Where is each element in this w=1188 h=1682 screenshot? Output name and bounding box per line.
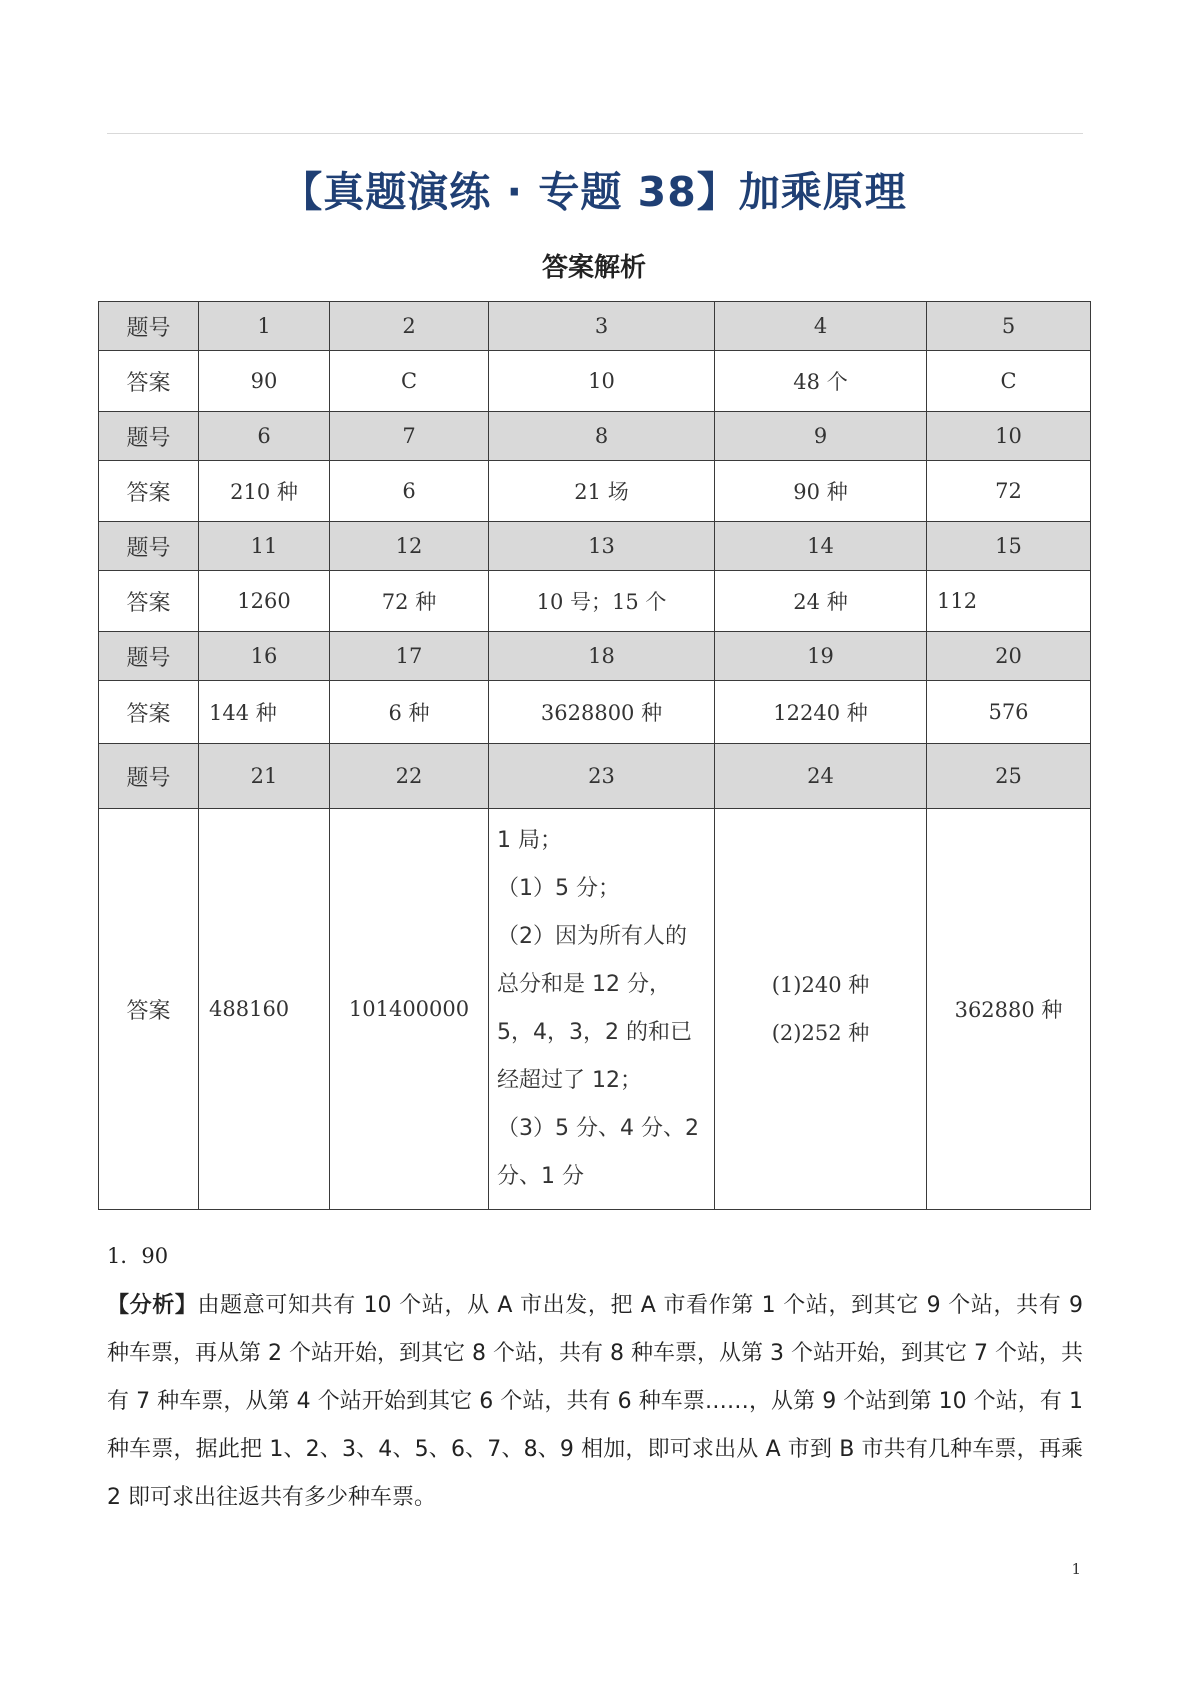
answer-cell: 21 场 [489, 461, 715, 522]
answer-23-line: （2）因为所有人的总分和是 12 分，5，4，3，2 的和已经超过了 12； [497, 924, 692, 1093]
question-number: 21 [199, 744, 330, 809]
page-subtitle: 答案解析 [541, 253, 646, 283]
question-label: 题号 [99, 632, 199, 681]
question-row [99, 632, 1091, 681]
question-number: 18 [489, 632, 715, 681]
answer-cell: 24 种 [715, 571, 927, 632]
answer-23-line: （3）5 分、4 分、2 分、1 分 [497, 1116, 699, 1189]
answer-cell: 101400000 [330, 809, 489, 1210]
question-label: 题号 [99, 412, 199, 461]
page-number: 1 [1071, 1560, 1081, 1578]
answer-row [99, 571, 1091, 632]
question-number: 19 [715, 632, 927, 681]
answer-row [99, 681, 1091, 744]
question-number: 5 [927, 302, 1091, 351]
header-rule [107, 133, 1083, 134]
question-number: 12 [330, 522, 489, 571]
answer-cell: 6 种 [330, 681, 489, 744]
answer-row [99, 461, 1091, 522]
answer-table [98, 301, 1091, 1210]
analysis-text: 由题意可知共有 10 个站，从 A 市出发，把 A 市看作第 1 个站，到其它 9 个站，共有 9 种车票，再从第 2 个站开始，到其它 8 个站，共有 8 种车票，从第 3 个站开始，到其它 7 个站，共有 7 种车票，从第 4 个站开始到其它 6 个站，共有 6 种车票……，从第 9 个站到第 10 个站，有 1 种车票，据此把 1、2、3、4、5、6、7、8、9 相加，即可求出从 A 市到 B 市共有几种车票，再乘 2 即可求出往返共有多少种车票。 [107, 1293, 1083, 1510]
answer-label: 答案 [99, 461, 199, 522]
answer-cell: 6 [330, 461, 489, 522]
question-label: 题号 [99, 744, 199, 809]
question-number: 10 [927, 412, 1091, 461]
answer-cell: 362880 种 [927, 809, 1091, 1210]
question-number: 6 [199, 412, 330, 461]
question-label: 题号 [99, 522, 199, 571]
answer-label: 答案 [99, 681, 199, 744]
question-number: 3 [489, 302, 715, 351]
answer-24-line: (2)252 种 [771, 1021, 870, 1045]
answer-cell: 10 号；15 个 [489, 571, 715, 632]
answer-row [99, 351, 1091, 412]
question-number: 8 [489, 412, 715, 461]
answer-cell: 10 [489, 351, 715, 412]
question-number: 7 [330, 412, 489, 461]
question-row [99, 522, 1091, 571]
question-number: 11 [199, 522, 330, 571]
question-number: 2 [330, 302, 489, 351]
answer-cell: 3628800 种 [489, 681, 715, 744]
answer-cell: 12240 种 [715, 681, 927, 744]
answer-cell: 488160 [199, 809, 330, 1210]
answer-23-line: 1 局； [497, 828, 562, 853]
answer-cell: 72 [927, 461, 1091, 522]
question-number: 15 [927, 522, 1091, 571]
question-number: 1 [199, 302, 330, 351]
solution-number: 1．90 [107, 1244, 169, 1268]
question-number: 17 [330, 632, 489, 681]
question-number: 4 [715, 302, 927, 351]
answer-cell: 1260 [199, 571, 330, 632]
answer-cell: 48 个 [715, 351, 927, 412]
answer-row [99, 809, 1091, 1210]
answer-label: 答案 [99, 351, 199, 412]
answer-cell: 72 种 [330, 571, 489, 632]
answer-cell: C [927, 351, 1091, 412]
question-row [99, 412, 1091, 461]
answer-23-line: （1）5 分； [497, 876, 620, 901]
answer-cell: 576 [927, 681, 1091, 744]
question-number: 16 [199, 632, 330, 681]
question-number: 13 [489, 522, 715, 571]
question-row [99, 744, 1091, 809]
answer-cell: C [330, 351, 489, 412]
question-number: 22 [330, 744, 489, 809]
question-number: 23 [489, 744, 715, 809]
question-number: 14 [715, 522, 927, 571]
question-number: 9 [715, 412, 927, 461]
answer-cell: 144 种 [199, 681, 330, 744]
question-number: 24 [715, 744, 927, 809]
answer-cell-23 [489, 809, 715, 1210]
answer-cell: 90 [199, 351, 330, 412]
answer-cell: 210 种 [199, 461, 330, 522]
question-number: 25 [927, 744, 1091, 809]
analysis-tag: 【分析】 [107, 1293, 198, 1318]
question-row [99, 302, 1091, 351]
answer-24-line: (1)240 种 [771, 973, 870, 997]
page-title: 【真题演练 · 专题 38】加乘原理 [281, 168, 907, 216]
answer-cell: 112 [927, 571, 1091, 632]
question-number: 20 [927, 632, 1091, 681]
solution-analysis [107, 1282, 1083, 1522]
answer-cell-24 [715, 809, 927, 1210]
answer-label: 答案 [99, 809, 199, 1210]
question-label: 题号 [99, 302, 199, 351]
answer-label: 答案 [99, 571, 199, 632]
answer-cell: 90 种 [715, 461, 927, 522]
